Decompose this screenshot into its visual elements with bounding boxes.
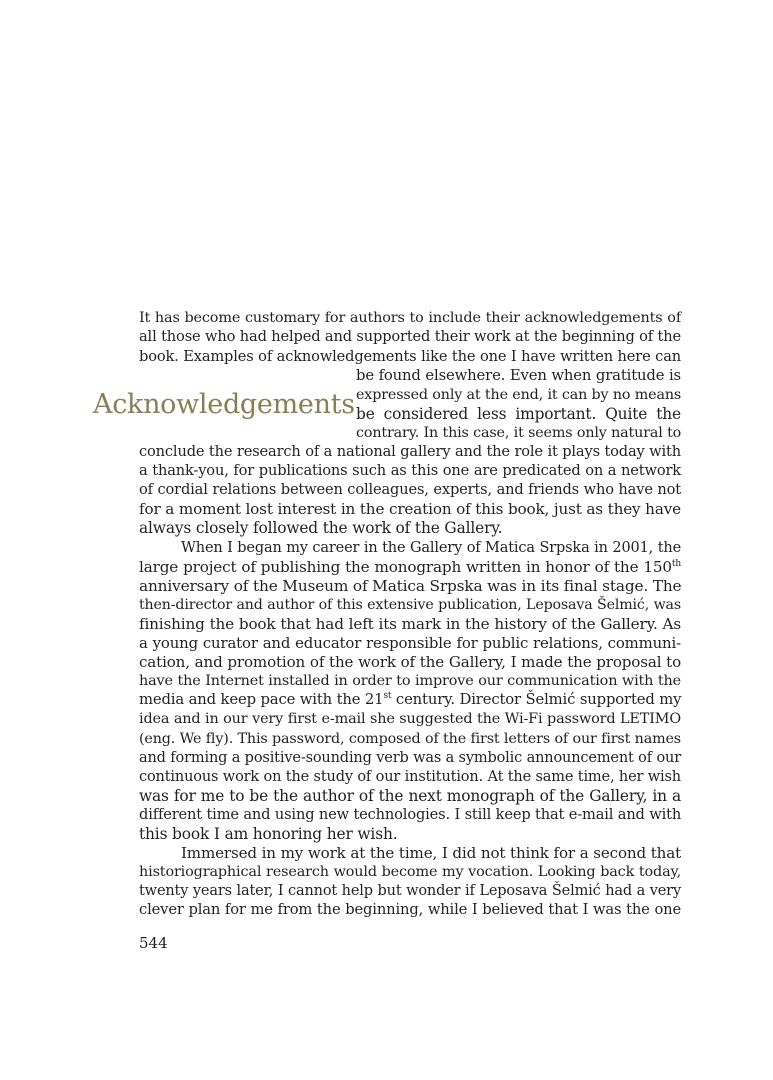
text-line: finishing the book that had left its mark in the history of the Gallery. As [139,615,681,633]
text-line: of cordial relations between colleagues, experts, and friends who have not [139,481,681,498]
text-line: different time and using new technologies. I still keep that e-mail and with [139,806,682,823]
text-line: book. Examples of acknowledgements like the one I have written here can [139,348,681,365]
text-line [139,558,681,576]
text-line: be found elsewhere. Even when gratitude is [356,367,681,384]
superscript: st [383,691,392,701]
text-line: for a moment lost interest in the creation of this book, just as they have [139,500,681,518]
text-line: cation, and promotion of the work of the Gallery, I made the proposal to [139,653,681,671]
text-line: contrary. In this case, it seems only natural to [356,425,682,441]
text-line: clever plan for me from the beginning, while I believed that I was the one [139,901,681,918]
text-line: all those who had helped and supported their work at the beginning of the [139,328,681,345]
text-segment: large project of publishing the monograph written in honor of the 150 [139,558,672,576]
text-line: conclude the research of a national gallery and the role it plays today with [139,443,681,460]
text-segment: media and keep pace with the 21 [139,691,384,708]
text-line: be considered less important. Quite the [356,405,681,423]
text-line: was for me to be the author of the next monograph of the Gallery, in a [139,787,681,805]
superscript: th [671,559,681,569]
text-segment: century. Director Šelmić supported my [391,691,682,708]
text-line: historiographical research would become my vocation. Looking back today, [139,864,681,880]
text-line: expressed only at the end, it can by no means [356,387,682,403]
text-line: this book I am honoring her wish. [139,825,398,843]
text-line: idea and in our very first e-mail she suggested the Wi-Fi password LETIMO [139,711,681,727]
page-number: 544 [139,934,168,952]
text-line: always closely followed the work of the Gallery. [139,519,503,537]
text-line: and forming a positive-sounding verb was a symbolic announcement of our [139,750,681,766]
text-line: anniversary of the Museum of Matica Srpska was in its final stage. The [139,577,682,595]
text-line: continuous work on the study of our institution. At the same time, her wish [139,769,681,785]
text-line: twenty years later, I cannot help but wonder if Leposava Šelmić had a very [139,883,681,899]
text-line: have the Internet installed in order to improve our communication with the [139,673,681,689]
text-line [139,691,681,709]
text-line: (eng. We fly). This password, composed of the first letters of our first names [139,731,681,747]
text-line: When I began my career in the Gallery of Matica Srpska in 2001, the [181,540,681,556]
text-line: then-director and author of this extensive publication, Leposava Šelmić, was [139,597,681,613]
text-line: It has become customary for authors to include their acknowledgements of [139,310,681,326]
text-line: a young curator and educator responsible for public relations, communi- [139,634,681,652]
chapter-heading: Acknowledgements [93,389,355,420]
text-line: Immersed in my work at the time, I did not think for a second that [181,844,681,862]
text-line: a thank-you, for publications such as this one are predicated on a network [139,462,681,479]
